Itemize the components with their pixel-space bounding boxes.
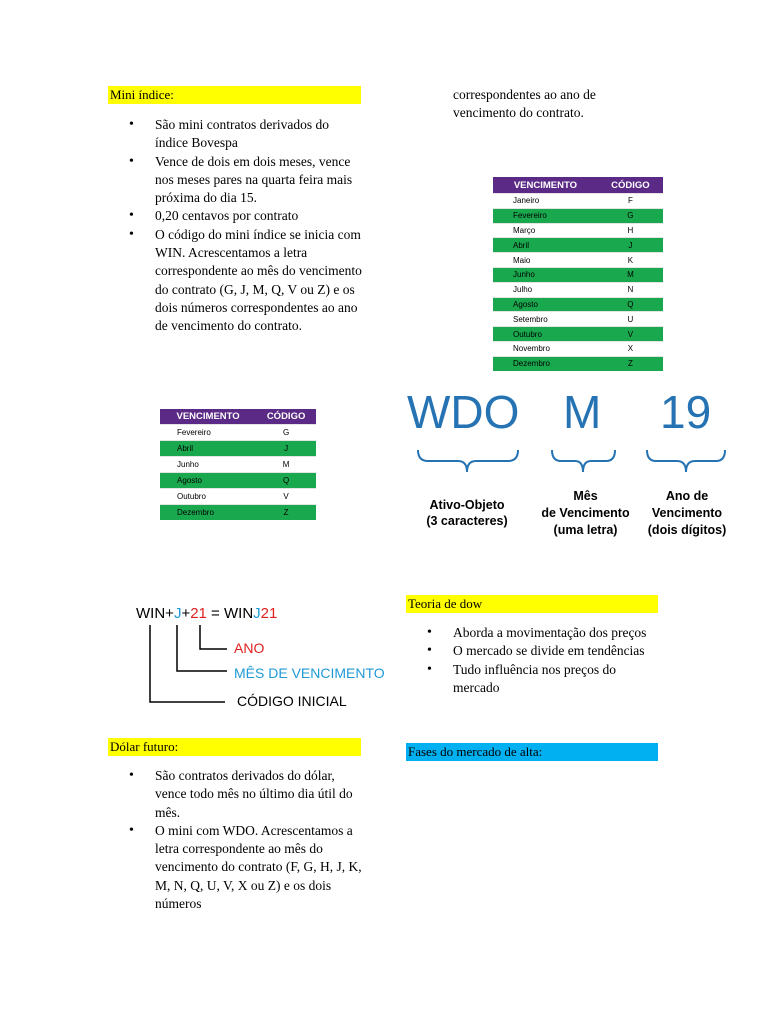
label-ativo-objeto: Ativo-Objeto (3 caracteres) xyxy=(426,498,508,528)
win-code-diagram xyxy=(130,598,386,718)
dolar-futuro-heading: Dólar futuro: xyxy=(108,738,361,756)
list-item: • Aborda a movimentação dos preços xyxy=(407,624,659,642)
list-item: • 0,20 centavos por contrato xyxy=(109,207,365,225)
mini-indice-list xyxy=(109,116,365,336)
table-row: Fevereiro G xyxy=(493,208,663,223)
win-code-table xyxy=(160,409,316,520)
table-row: Abril J xyxy=(160,441,316,457)
list-item: • São contratos derivados do dólar, vence todo mês no último dia útil do mês. xyxy=(109,767,365,822)
table-row: Dezembro Z xyxy=(493,356,663,370)
table-row: Fevereiro G xyxy=(160,425,316,441)
label-codigo-inicial: CÓDIGO INICIAL xyxy=(237,693,347,709)
teoria-de-dow-list xyxy=(407,624,659,697)
table-row: Outubro V xyxy=(160,489,316,505)
table-row: Abril J xyxy=(493,238,663,253)
wdo-braces xyxy=(400,380,745,480)
mini-indice-heading: Mini índice: xyxy=(108,86,361,104)
list-item: • O mercado se divide em tendências xyxy=(407,642,659,660)
teoria-de-dow-heading: Teoria de dow xyxy=(406,595,658,613)
table-row: Julho N xyxy=(493,282,663,297)
table-row: Junho M xyxy=(493,267,663,282)
win-formula: WIN+J+21 = WINJ21 xyxy=(136,605,278,622)
table-row: Junho M xyxy=(160,457,316,473)
dolar-futuro-list xyxy=(109,767,365,913)
table-row: Novembro X xyxy=(493,341,663,356)
wdo-part-ativo: WDO xyxy=(407,386,520,438)
table-row: Janeiro F xyxy=(493,194,663,209)
wdo-code-diagram xyxy=(400,380,745,550)
table-row: Setembro U xyxy=(493,312,663,327)
table-row: Agosto Q xyxy=(493,297,663,312)
table-header-codigo: CÓDIGO xyxy=(598,177,663,194)
label-ano-vencimento: Ano de Vencimento (dois dígitos) xyxy=(647,489,727,537)
list-item: • O mini com WDO. Acrescentamos a letra correspondente ao mês do vencimento do contrato (F, G, H, J, K, M, N, Q, U, V, X ou Z) e os dois números xyxy=(109,822,365,913)
table-header-vencimento: VENCIMENTO xyxy=(493,177,598,194)
list-item: • Vence de dois em dois meses, vence nos meses pares na quarta feira mais próxima do dia 15. xyxy=(109,153,365,208)
table-row: Dezembro Z xyxy=(160,505,316,521)
table-row: Março H xyxy=(493,223,663,238)
table-row: Outubro V xyxy=(493,327,663,342)
label-ano: ANO xyxy=(234,640,265,656)
wdo-code-table xyxy=(493,177,663,371)
table-header-codigo: CÓDIGO xyxy=(256,409,316,425)
list-item: • São mini contratos derivados do índice Bovespa xyxy=(109,116,365,153)
table-row: Maio K xyxy=(493,253,663,268)
list-item: • O código do mini índice se inicia com WIN. Acrescentamos a letra correspondente ao mês do vencimento do contrato (G, J, M, Q, V ou Z) e os dois números correspondentes ao ano de vencimento do contrato. xyxy=(109,226,365,336)
fases-mercado-heading: Fases do mercado de alta: xyxy=(406,743,658,761)
table-row: Agosto Q xyxy=(160,473,316,489)
wdo-part-ano: 19 xyxy=(660,386,712,438)
wdo-part-mes: M xyxy=(563,386,602,438)
list-item: • Tudo influência nos preços do mercado xyxy=(407,661,659,698)
table-header-vencimento: VENCIMENTO xyxy=(160,409,256,425)
continuation-text: correspondentes ao ano de vencimento do contrato. xyxy=(453,87,596,121)
label-mes-de-vencimento: MÊS DE VENCIMENTO xyxy=(234,665,385,681)
label-mes-vencimento: Mês de Vencimento (uma letra) xyxy=(541,489,630,537)
